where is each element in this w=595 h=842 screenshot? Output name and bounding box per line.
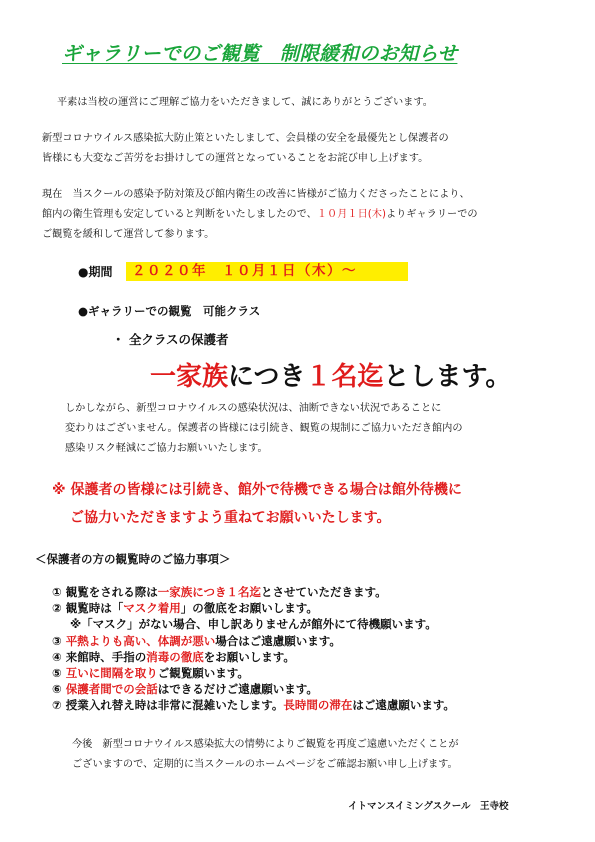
closing-line-2: ございますので、定期的に当スクールのホームページをご確認お願い申し上げます。	[72, 759, 458, 770]
item-6-text-end: はできるだけご遠慮願います。	[157, 682, 318, 697]
item-7-text-end: はご遠慮願います。	[352, 698, 455, 713]
announcement-line-2a: 館内の衛生管理も安定していると判断をいたしましたので、	[42, 209, 317, 220]
item-4-text: ④ 来館時、手指の	[52, 649, 147, 664]
item-3-number: ③	[52, 633, 66, 648]
limit-per: につき	[228, 362, 306, 392]
item-7-emphasis: 長時間の滞在	[283, 698, 353, 713]
cooperation-list	[52, 584, 455, 714]
item-5-number: ⑤	[52, 666, 66, 681]
item-2-emphasis: マスク着用	[123, 601, 181, 616]
notice-title: ギャラリーでのご観覧 制限緩和のお知らせ	[62, 42, 458, 65]
signature: イトマンスイミングスクール 王寺校	[348, 801, 509, 812]
apology-line-2: 皆様にも大変なご苦労をお掛けしての運営となっていることをお詫び申し上げます。	[42, 153, 429, 164]
item-5-text-end: ご観覧願います。	[157, 666, 249, 681]
start-date: １０月１日(木)	[316, 209, 386, 220]
closing-paragraph	[72, 735, 459, 775]
item-4-emphasis: 消毒の徹底	[146, 649, 204, 664]
list-item	[52, 665, 455, 681]
announcement-line-3: ご観覧を緩和して運営して参ります。	[42, 229, 215, 240]
item-6-emphasis: 保護者間での会話	[65, 682, 158, 697]
caution-paragraph	[65, 399, 463, 459]
period-value: ２０２０年 １０月１日（木）～	[132, 263, 357, 279]
item-3-emphasis: 平熱よりも高い、体調が悪い	[65, 633, 216, 648]
period-label: ●期間	[78, 265, 113, 279]
caution-line-3: 感染リスク軽減にご協力お願いいたします。	[65, 443, 268, 454]
caution-line-1: しかしながら、新型コロナウイルスの感染状況は、油断できない状況であることに	[65, 403, 442, 414]
limit-statement	[150, 356, 511, 393]
list-item	[52, 633, 455, 649]
item-7-text: ⑦ 授業入れ替え時は非常に混雑いたします。	[52, 698, 284, 713]
apology-line-1: 新型コロナウイルス感染拡大防止策といたしまして、会員様の安全を最優先とし保護者の	[42, 133, 449, 144]
limit-one-person: １名迄	[305, 362, 384, 392]
classes-item: ・ 全クラスの保護者	[112, 332, 229, 347]
closing-line-1: 今後 新型コロナウイルス感染拡大の情勢によりご観覧を再度ご遠慮いただくことが	[72, 739, 459, 750]
list-item	[52, 600, 455, 616]
item-6-number: ⑥	[52, 682, 66, 697]
list-item	[52, 649, 455, 665]
item-4-text-end: をお願いします。	[203, 649, 295, 664]
classes-label: ●ギャラリーでの観覧 可能クラス	[78, 304, 261, 318]
list-item	[52, 697, 455, 713]
item-5-emphasis: 互いに間隔を取り	[65, 666, 158, 681]
caution-line-2: 変わりはございません。保護者の皆様には引続き、観覧の規制にご協力いただき館内の	[65, 423, 463, 434]
intro-text: 平素は当校の運営にご理解ご協力をいただきまして、誠にありがとうございます。	[57, 97, 433, 108]
announcement-line-1: 現在 当スクールの感染予防対策及び館内衛生の改善に皆様がご協力くださったことにより、	[42, 189, 470, 200]
announcement-paragraph	[42, 185, 478, 245]
item-2-text-end: 」の徹底をお願いします。	[180, 601, 318, 616]
apology-paragraph	[42, 129, 449, 169]
limit-one-family: 一家族	[150, 362, 229, 392]
item-1-text: ① 観覧をされる際は	[52, 585, 158, 599]
limit-end: とします。	[383, 362, 512, 392]
item-1-text-end: とさせていただきます。	[261, 585, 387, 599]
wait-outside-notice-line-2: ご協力いただきますよう重ねてお願いいたします。	[70, 510, 391, 526]
section-title: ＜保護者の方の観覧時のご協力事項＞	[35, 552, 231, 566]
wait-outside-notice-line-1: ※ 保護者の皆様には引続き、館外で待機できる場合は館外待機に	[52, 482, 462, 498]
announcement-line-2	[42, 205, 478, 225]
item-1-emphasis: 一家族につき１名迄	[157, 585, 262, 599]
announcement-line-2b: よりギャラリーでの	[385, 209, 478, 220]
list-item	[52, 681, 455, 697]
list-item	[52, 584, 455, 600]
list-item-note: ※「マスク」がない場合、申し訳ありませんが館外にて待機願います。	[70, 617, 437, 632]
item-2-text: ② 観覧時は「	[52, 601, 124, 616]
item-3-text-end: 場合はご遠慮願います。	[215, 633, 341, 648]
